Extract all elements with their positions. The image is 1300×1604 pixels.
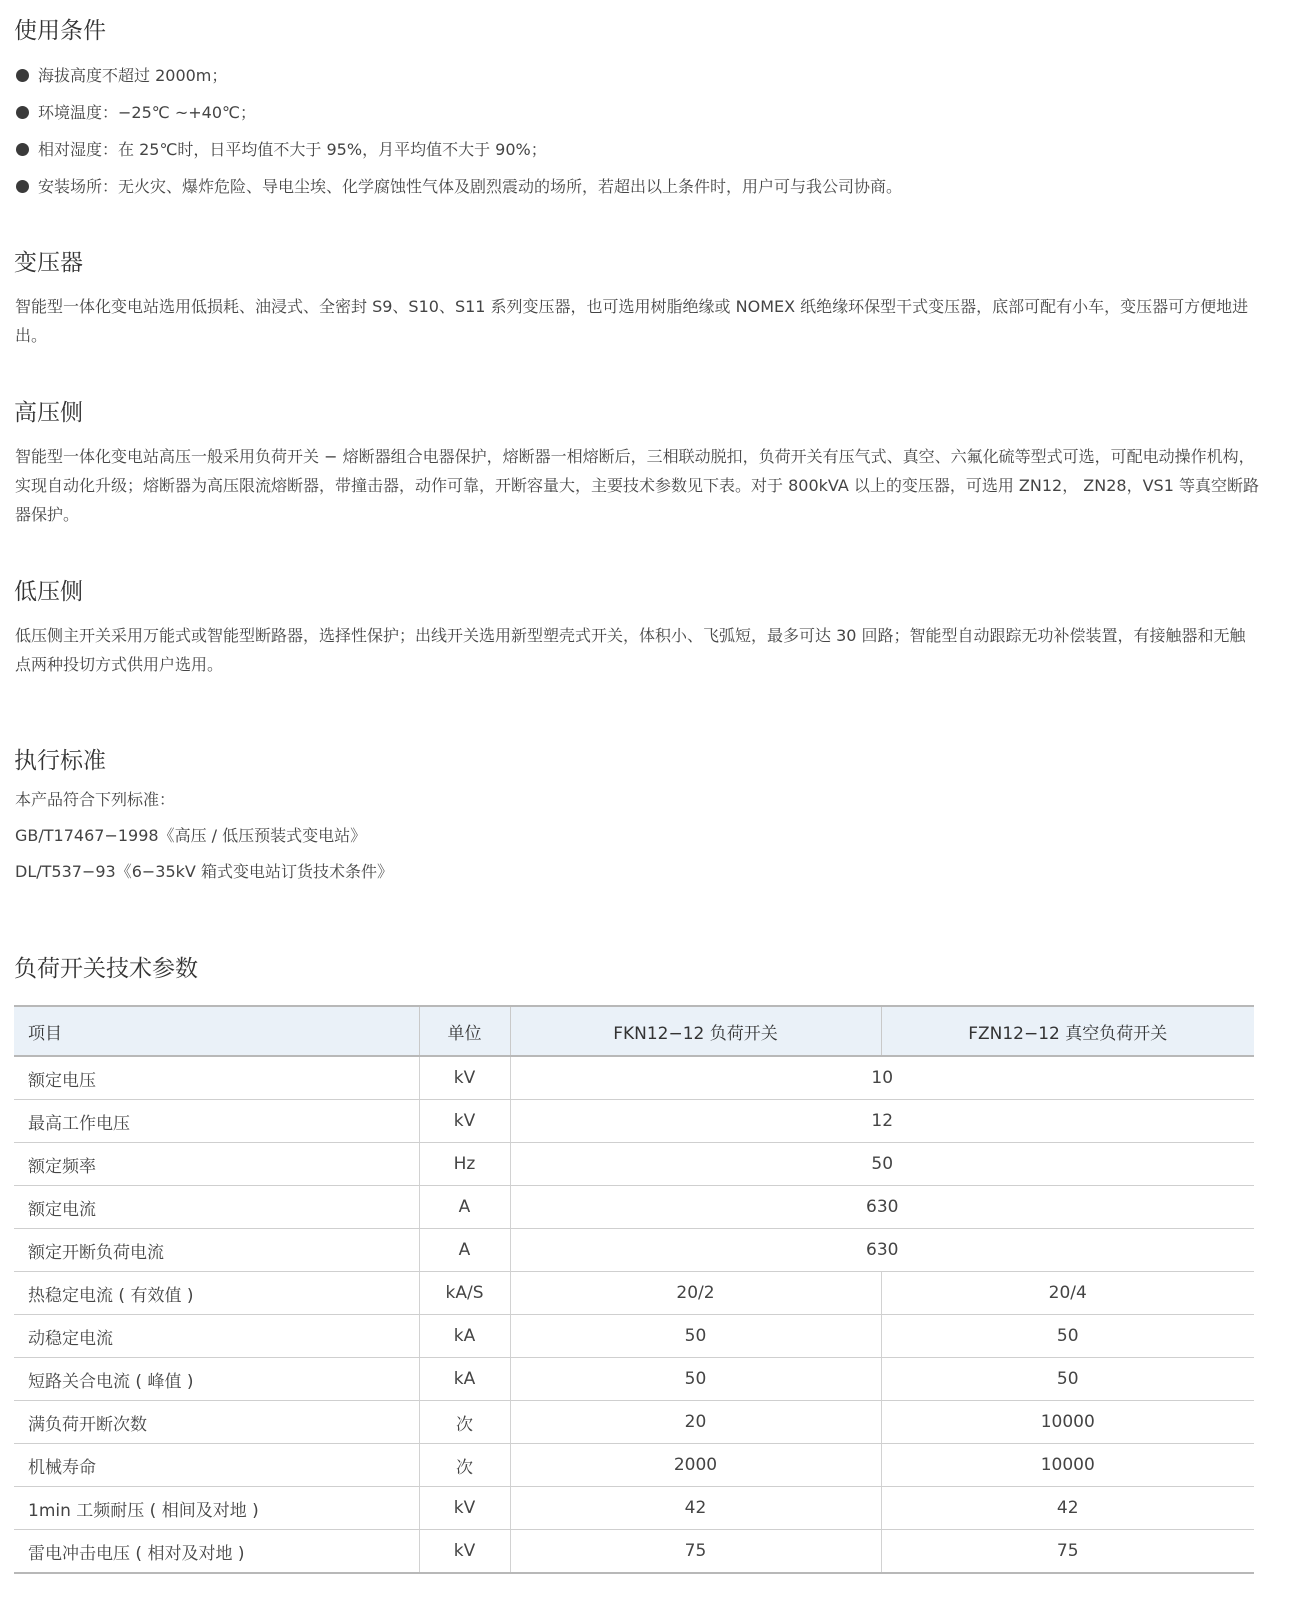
switch-params-title: 负荷开关技术参数 [14, 956, 198, 982]
param-unit: kA [419, 1358, 510, 1401]
conditions-title: 使用条件 [14, 18, 106, 44]
table-row [14, 1358, 1254, 1401]
param-name: 额定开断负荷电流 [14, 1229, 419, 1272]
bullet-dot-icon [16, 180, 29, 193]
param-value-fzn: 42 [881, 1487, 1254, 1530]
conditions-list [16, 63, 902, 211]
param-unit: A [419, 1186, 510, 1229]
param-name: 满负荷开断次数 [14, 1401, 419, 1444]
high-voltage-title: 高压侧 [14, 400, 83, 426]
param-unit: kA/S [419, 1272, 510, 1315]
table-row [14, 1143, 1254, 1186]
param-value: 12 [510, 1100, 1254, 1143]
param-name: 额定电流 [14, 1186, 419, 1229]
table-row [14, 1315, 1254, 1358]
param-value-fzn: 50 [881, 1358, 1254, 1401]
list-item [16, 174, 902, 211]
param-value-fkn: 42 [510, 1487, 881, 1530]
table-row [14, 1056, 1254, 1100]
condition-text: 安装场所：无火灾、爆炸危险、导电尘埃、化学腐蚀性气体及剧烈震动的场所，若超出以上条件时，用户可与我公司协商。 [38, 177, 903, 196]
param-value-fkn: 50 [510, 1358, 881, 1401]
param-unit: kA [419, 1315, 510, 1358]
table-row [14, 1186, 1254, 1229]
list-item [16, 100, 902, 137]
condition-text: 相对湿度：在 25℃时，日平均值不大于 95%，月平均值不大于 90%； [38, 140, 547, 159]
param-value: 630 [510, 1186, 1254, 1229]
condition-text: 海拔高度不超过 2000m； [38, 66, 228, 85]
standard-line: DL/T537−93《6−35kV 箱式变电站订货技术条件》 [15, 862, 393, 881]
high-voltage-text: 智能型一体化变电站高压一般采用负荷开关 − 熔断器组合电器保护，熔断器一相熔断后，三相联动脱扣，负荷开关有压气式、真空、六氟化硫等型式可选，可配电动操作机构，实现自动化升级；熔断器为高压限流熔断器，带撞击器，动作可靠，开断容量大，主要技术参数见下表。对于 800kVA 以上的变压器，可选用 ZN12， ZN28，VS1 等真空断路器保护。 [15, 447, 1259, 524]
table-row [14, 1229, 1254, 1272]
param-name: 1min 工频耐压 ( 相间及对地 ) [14, 1487, 419, 1530]
param-name: 雷电冲击电压 ( 相对及对地 ) [14, 1530, 419, 1574]
param-name: 短路关合电流 ( 峰值 ) [14, 1358, 419, 1401]
standards-title: 执行标准 [14, 748, 106, 774]
table-header-row [14, 1006, 1254, 1056]
standard-line: GB/T17467−1998《高压 / 低压预装式变电站》 [15, 826, 367, 845]
param-value-fkn: 75 [510, 1530, 881, 1574]
transformer-title: 变压器 [14, 250, 83, 276]
param-unit: kV [419, 1056, 510, 1100]
param-name: 额定电压 [14, 1056, 419, 1100]
param-unit: kV [419, 1530, 510, 1574]
param-value-fzn: 75 [881, 1530, 1254, 1574]
table-row [14, 1401, 1254, 1444]
column-header-fzn: FZN12−12 真空负荷开关 [881, 1006, 1254, 1056]
low-voltage-title: 低压侧 [14, 579, 83, 605]
condition-text: 环境温度：−25℃ ~+40℃； [38, 103, 256, 122]
param-value-fkn: 20 [510, 1401, 881, 1444]
table-row [14, 1100, 1254, 1143]
param-value: 630 [510, 1229, 1254, 1272]
low-voltage-text: 低压侧主开关采用万能式或智能型断路器，选择性保护；出线开关选用新型塑壳式开关，体积小、飞弧短，最多可达 30 回路；智能型自动跟踪无功补偿装置，有接触器和无触点两种投切方式供用户选用。 [15, 626, 1246, 674]
param-unit: kV [419, 1100, 510, 1143]
param-value-fkn: 50 [510, 1315, 881, 1358]
param-unit: Hz [419, 1143, 510, 1186]
switch-params-table [14, 1005, 1254, 1574]
table-row [14, 1530, 1254, 1574]
param-unit: 次 [419, 1444, 510, 1487]
bullet-dot-icon [16, 106, 29, 119]
transformer-text: 智能型一体化变电站选用低损耗、油浸式、全密封 S9、S10、S11 系列变压器，也可选用树脂绝缘或 NOMEX 纸绝缘环保型干式变压器，底部可配有小车，变压器可方便地进出。 [15, 297, 1249, 345]
table-row [14, 1487, 1254, 1530]
param-value-fzn: 10000 [881, 1401, 1254, 1444]
param-unit: kV [419, 1487, 510, 1530]
list-item [16, 63, 902, 100]
param-unit: A [419, 1229, 510, 1272]
param-name: 最高工作电压 [14, 1100, 419, 1143]
param-value-fkn: 20/2 [510, 1272, 881, 1315]
param-name: 机械寿命 [14, 1444, 419, 1487]
param-name: 动稳定电流 [14, 1315, 419, 1358]
param-value: 10 [510, 1056, 1254, 1100]
column-header-fkn: FKN12−12 负荷开关 [510, 1006, 881, 1056]
param-value-fzn: 20/4 [881, 1272, 1254, 1315]
param-value-fzn: 10000 [881, 1444, 1254, 1487]
table-row [14, 1444, 1254, 1487]
param-value: 50 [510, 1143, 1254, 1186]
param-value-fzn: 50 [881, 1315, 1254, 1358]
standards-intro: 本产品符合下列标准： [15, 790, 176, 809]
column-header-unit: 单位 [419, 1006, 510, 1056]
bullet-dot-icon [16, 143, 29, 156]
param-unit: 次 [419, 1401, 510, 1444]
table-row [14, 1272, 1254, 1315]
param-name: 热稳定电流 ( 有效值 ) [14, 1272, 419, 1315]
bullet-dot-icon [16, 69, 29, 82]
param-value-fkn: 2000 [510, 1444, 881, 1487]
param-name: 额定频率 [14, 1143, 419, 1186]
column-header-item: 项目 [14, 1006, 419, 1056]
list-item [16, 137, 902, 174]
